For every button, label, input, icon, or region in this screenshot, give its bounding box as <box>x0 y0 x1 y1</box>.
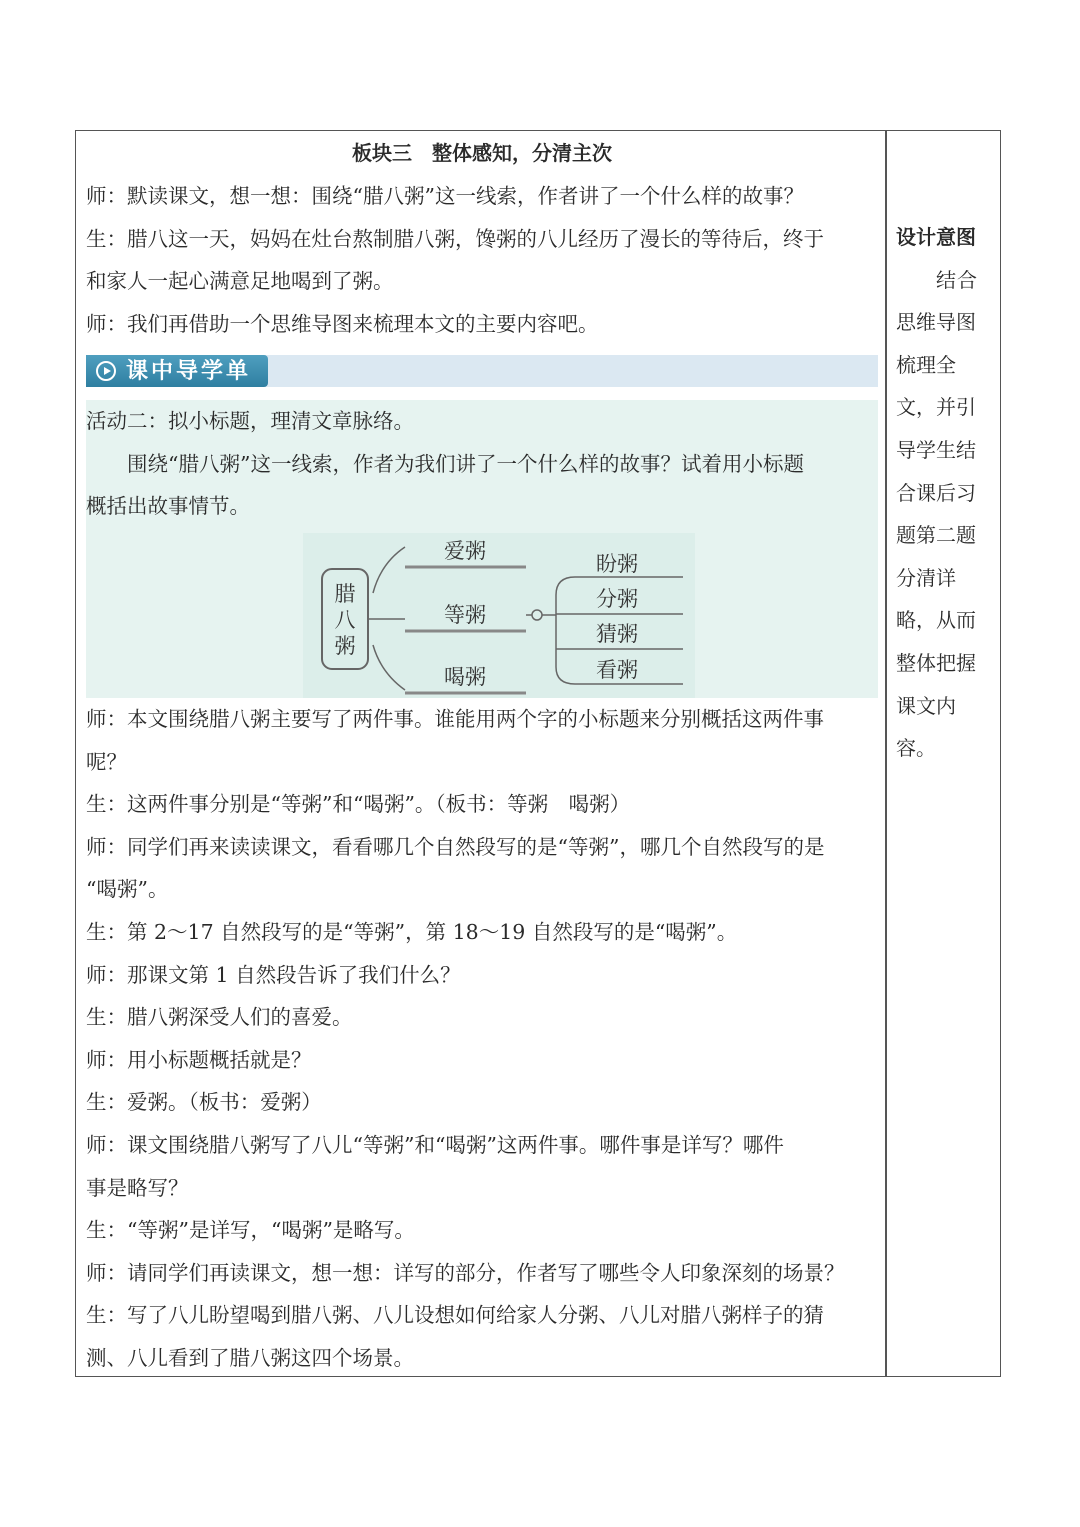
main-column <box>86 131 878 1370</box>
banner-label: 课中导学单 <box>126 358 252 384</box>
dialogue-line: 生：爱粥。（板书：爱粥） <box>86 1090 322 1115</box>
branch-label: 爱粥 <box>444 539 486 563</box>
design-intent-line: 梳理全 <box>896 352 956 377</box>
dialogue-line: 师：本文围绕腊八粥主要写了两件事。谁能用两个字的小标题来分别概括这两件事 <box>86 707 824 731</box>
design-intent-line: 容。 <box>896 736 936 761</box>
dialogue-line: 师：我们再借助一个思维导图来梳理本文的主要内容吧。 <box>86 311 599 336</box>
mind-map-graphic <box>303 533 695 698</box>
activity-title: 活动二：拟小标题，理清文章脉络。 <box>86 409 414 433</box>
dialogue-line: 师：课文围绕腊八粥写了八儿“等粥”和“喝粥”这两件事。哪件事是详写？哪件 <box>86 1132 784 1157</box>
activity-body-line: 概括出故事情节。 <box>86 494 250 519</box>
design-intent-title: 设计意图 <box>896 225 976 249</box>
design-intent-line: 课文内 <box>896 693 956 718</box>
dialogue-after-map <box>86 698 878 1380</box>
design-intent-line: 合课后习 <box>896 480 976 505</box>
design-intent-line: 结合 <box>936 267 978 292</box>
activity-body-line: 围绕“腊八粥”这一线索，作者为我们讲了一个什么样的故事？试着用小标题 <box>86 451 804 476</box>
design-intent-column <box>896 216 986 770</box>
design-intent-line: 整体把握 <box>896 650 976 675</box>
branch-curve-bottom <box>373 645 405 690</box>
sub-branch-label: 盼粥 <box>596 552 638 576</box>
sub-bracket <box>556 577 575 684</box>
design-intent-line: 分清详 <box>896 565 956 590</box>
dialogue-line: 生：腊八粥深受人们的喜爱。 <box>86 1005 353 1030</box>
dialogue-line: 师：那课文第 1 自然段告诉了我们什么？ <box>86 962 461 987</box>
dialogue-line: 师：同学们再来读读课文，看看哪几个自然段写的是“等粥”，哪几个自然段写的是 <box>86 834 825 859</box>
design-intent-line: 思维导图 <box>896 310 976 335</box>
column-divider <box>885 131 887 1376</box>
banner-label-box <box>86 355 268 387</box>
center-char: 八 <box>334 608 356 632</box>
branch-label: 喝粥 <box>444 665 486 689</box>
dialogue-line: 师：请同学们再读课文，想一想：详写的部分，作者写了哪些令人印象深刻的场景？ <box>86 1260 845 1285</box>
play-icon <box>96 361 116 381</box>
sub-branch-label: 猜粥 <box>596 622 638 646</box>
mind-map <box>303 533 695 698</box>
guide-banner <box>86 355 878 387</box>
design-intent-line: 文，并引 <box>896 395 976 420</box>
center-char: 腊 <box>334 582 356 606</box>
junction-node <box>532 610 542 620</box>
dialogue-line: 生：写了八儿盼望喝到腊八粥、八儿设想如何给家人分粥、八儿对腊八粥样子的猜 <box>86 1303 824 1328</box>
dialogue-line: 生：“等粥”是详写，“喝粥”是略写。 <box>86 1218 415 1243</box>
dialogue-line: 生：第 2～17 自然段写的是“等粥”，第 18～19 自然段写的是“喝粥”。 <box>86 919 738 944</box>
dialogue-line: 生：这两件事分别是“等粥”和“喝粥”。（板书：等粥 喝粥） <box>86 792 631 817</box>
dialogue-line: 师：用小标题概括就是？ <box>86 1047 312 1072</box>
dialogue-line: 呢？ <box>86 749 127 774</box>
dialogue-line: 事是略写？ <box>86 1175 189 1200</box>
branch-curve-top <box>373 547 405 593</box>
branch-label: 等粥 <box>444 603 486 627</box>
design-intent-line: 导学生结 <box>896 437 976 462</box>
dialogue-line: 和家人一起心满意足地喝到了粥。 <box>86 269 394 294</box>
sub-branch-label: 看粥 <box>596 658 638 682</box>
lesson-table <box>75 130 1001 1377</box>
design-intent-line: 题第二题 <box>896 523 976 548</box>
dialogue-line: 测、八儿看到了腊八粥这四个场景。 <box>86 1345 414 1370</box>
design-intent-line: 略，从而 <box>896 608 976 633</box>
sub-branch-label: 分粥 <box>596 587 638 611</box>
section-title: 板块三 整体感知，分清主次 <box>352 141 612 165</box>
dialogue-line: 师：默读课文，想一想：围绕“腊八粥”这一线索，作者讲了一个什么样的故事？ <box>86 184 804 208</box>
center-char: 粥 <box>334 634 356 658</box>
dialogue-line: “喝粥”。 <box>86 877 169 902</box>
dialogue-line: 生：腊八这一天，妈妈在灶台熬制腊八粥，馋粥的八儿经历了漫长的等待后，终于 <box>86 226 824 251</box>
activity-box <box>86 400 878 698</box>
